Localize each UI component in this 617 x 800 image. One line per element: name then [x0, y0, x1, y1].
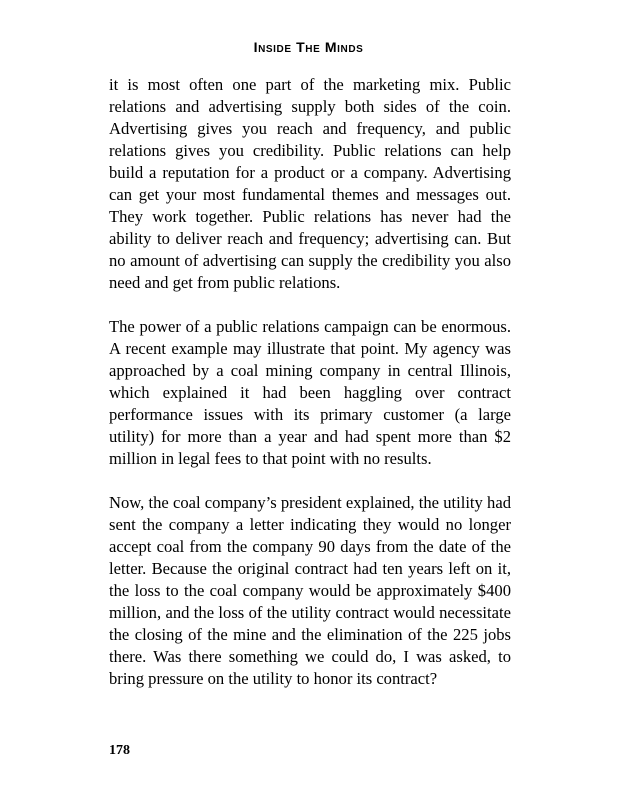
body-paragraph: The power of a public relations campaign can be enormous. A recent example may illustrate that point. My agency was approached by a coal mining company in central Illinois, which explained it had been haggling over contract performance issues with its primary customer (a large utility) for more than a year and had spent more than $2 million in legal fees to that point with no results.: [109, 317, 511, 468]
body-paragraph: it is most often one part of the marketing mix. Public relations and advertising supply both sides of the coin. Advertising gives you reach and frequency, and public relations gives you credibility. Public relations can help build a reputation for a product or a company. Advertising can get your most fundamental themes and messages out. They work together. Public relations has never had the ability to deliver reach and frequency; advertising can. But no amount of advertising can supply the credibility you also need and get from public relations.: [109, 75, 511, 292]
running-head-title: Inside The Minds: [253, 39, 364, 55]
body-paragraph: Now, the coal company’s president explained, the utility had sent the company a letter indicating they would no longer accept coal from the company 90 days from the date of the letter. Because the original contract had ten years left on it, the loss to the coal company would be approximately $400 million, and the loss of the utility contract would necessitate the closing of the mine and the elimination of the 225 jobs there. Was there something we could do, I was asked, to bring pressure on the utility to honor its contract?: [109, 493, 511, 688]
body-text: [109, 74, 511, 712]
page-number: 178: [109, 743, 130, 758]
